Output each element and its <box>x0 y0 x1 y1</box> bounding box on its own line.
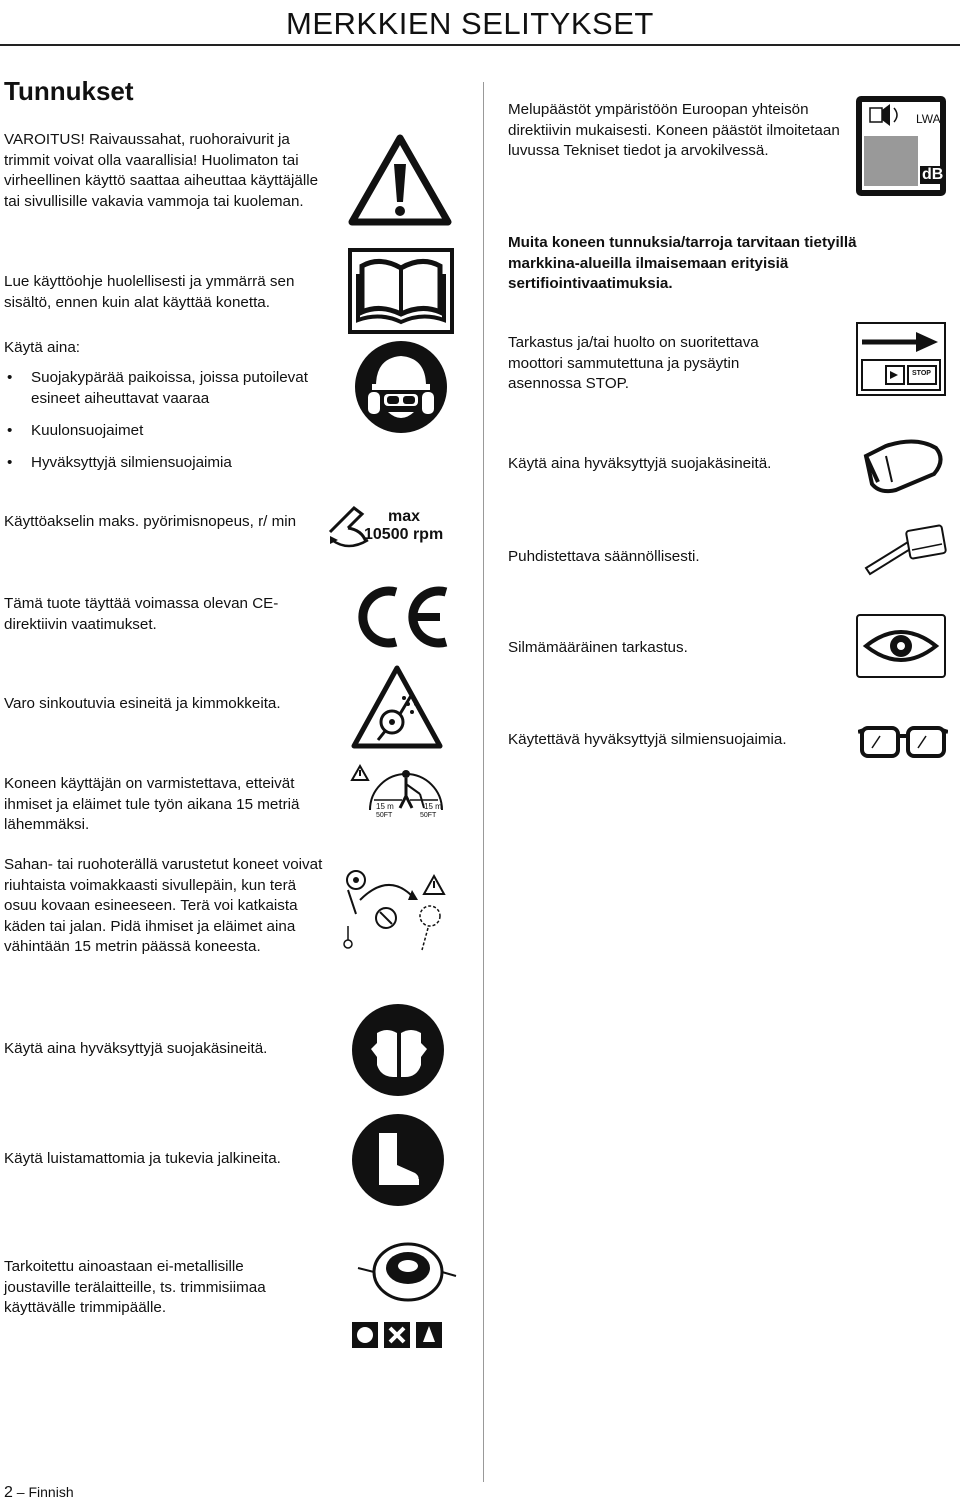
read-manual-icon <box>348 248 454 334</box>
bullet-helmet: • Suojakypärää paikoissa, joissa putoilevat esineet aiheuttavat vaaraa <box>31 368 336 409</box>
cleaning-brush-icon <box>862 520 948 576</box>
trimmer-head-icon <box>350 1222 460 1352</box>
projectile-warning-icon <box>350 664 444 750</box>
footer-dash: – <box>16 1484 25 1500</box>
page-footer <box>4 1484 74 1502</box>
boots-text: Käytä luistamattomia ja tukevia jalkineita. <box>4 1150 281 1167</box>
stop-label: STOP <box>912 370 931 377</box>
trimmer-head-text: Tarkoitettu ainoastaan ei-metallisille joustaville terälaitteille, ts. trimmisiimaa käyttävälle trimmipäälle. <box>4 1258 266 1316</box>
distance-ft-left: 50FT <box>376 812 393 819</box>
column-divider <box>483 82 484 1482</box>
protective-boots-icon <box>351 1113 445 1207</box>
gloves-text-left: Käytä aina hyväksyttyjä suojakäsineitä. <box>4 1040 268 1057</box>
bullet-eyes: • Hyväksyttyjä silmiensuojaimia <box>31 453 336 474</box>
distance-text: Koneen käyttäjän on varmistettava, etteivät ihmiset ja eläimet tule työn aikana 15 metriä lähemmäksi. <box>4 775 300 833</box>
distance-m-left: 15 m <box>376 802 394 811</box>
rpm-label: 10500 rpm <box>364 526 444 543</box>
noise-text: Melupäästöt ympäristöön Euroopan yhteisön direktiivin mukaisesti. Koneen päästöt ilmoitetaan luvussa Tekniset tiedot ja arvokilvessä. <box>508 101 840 159</box>
inspection-text: Tarkastus ja/tai huolto on suoritettava moottori sammutettuna ja pysäytin asennossa STOP. <box>508 334 759 392</box>
visual-inspection-eye-icon <box>856 614 946 678</box>
eyewear-text: Käytettävä hyväksyttyjä silmiensuojaimia. <box>508 731 787 748</box>
page-number: 2 <box>4 1484 13 1501</box>
footer-language: Finnish <box>28 1484 74 1500</box>
distance-m-right: 15 m <box>424 802 442 811</box>
other-markings-text: Muita koneen tunnuksia/tarroja tarvitaan tietyillä markkina-alueilla ilmaisemaan erityisiä sertifiointivaatimuksia. <box>508 234 857 292</box>
projectiles-text: Varo sinkoutuvia esineitä ja kimmokkeita. <box>4 695 281 712</box>
stop-switch-icon <box>856 322 946 396</box>
warning-text: VAROITUS! Raivaussahat, ruohoraivurit ja trimmit voivat olla vaarallisia! Huolimaton tai virheellinen käyttö saattaa aiheuttaa käyttäjälle tai sivullisille vakavia vammoja tai kuoleman. <box>4 131 319 210</box>
lwa-label: LWA <box>916 112 941 126</box>
safety-glasses-icon <box>858 716 948 764</box>
bullet-hearing: • Kuulonsuojaimet <box>31 421 336 442</box>
cleaning-text: Puhdistettava säännöllisesti. <box>508 548 700 565</box>
max-speed-text: Käyttöakselin maks. pyörimisnopeus, r/ min <box>4 513 297 530</box>
visual-inspection-text: Silmämääräinen tarkastus. <box>508 639 688 656</box>
page-header-title: MERKKIEN SELITYKSET <box>286 6 654 41</box>
blade-kickback-icon <box>342 866 448 962</box>
read-manual-text: Lue käyttöohje huolellisesti ja ymmärrä sen sisältö, ennen kuin alat käyttää konetta. <box>4 273 295 311</box>
db-label: dB <box>922 166 944 183</box>
helmet-hearing-eye-protection-icon <box>354 340 448 434</box>
max-label: max <box>388 508 421 525</box>
ce-text: Tämä tuote täyttää voimassa olevan CE-direktiivin vaatimukset. <box>4 595 279 633</box>
distance-15m-icon <box>350 764 456 834</box>
kickback-text: Sahan- tai ruohoterällä varustetut koneet voivat riuhtaista voimakkaasti sivullepäin, kun terä osuu kovaan esineeseen. Terä voi katkaista käden tai jalan. Pidä ihmiset ja eläimet aina vähintään 15 metrin päässä koneesta. <box>4 856 323 955</box>
warning-triangle-icon <box>348 134 452 226</box>
header-rule <box>0 44 960 46</box>
ce-mark-icon <box>352 582 452 652</box>
gloves-text-right: Käytä aina hyväksyttyjä suojakäsineitä. <box>508 455 772 472</box>
section-title: Tunnukset <box>4 76 134 106</box>
distance-ft-right: 50FT <box>420 812 437 819</box>
always-use-text: Käytä aina: <box>4 339 80 356</box>
protective-glove-icon <box>856 426 948 500</box>
protective-gloves-icon <box>351 1003 445 1097</box>
